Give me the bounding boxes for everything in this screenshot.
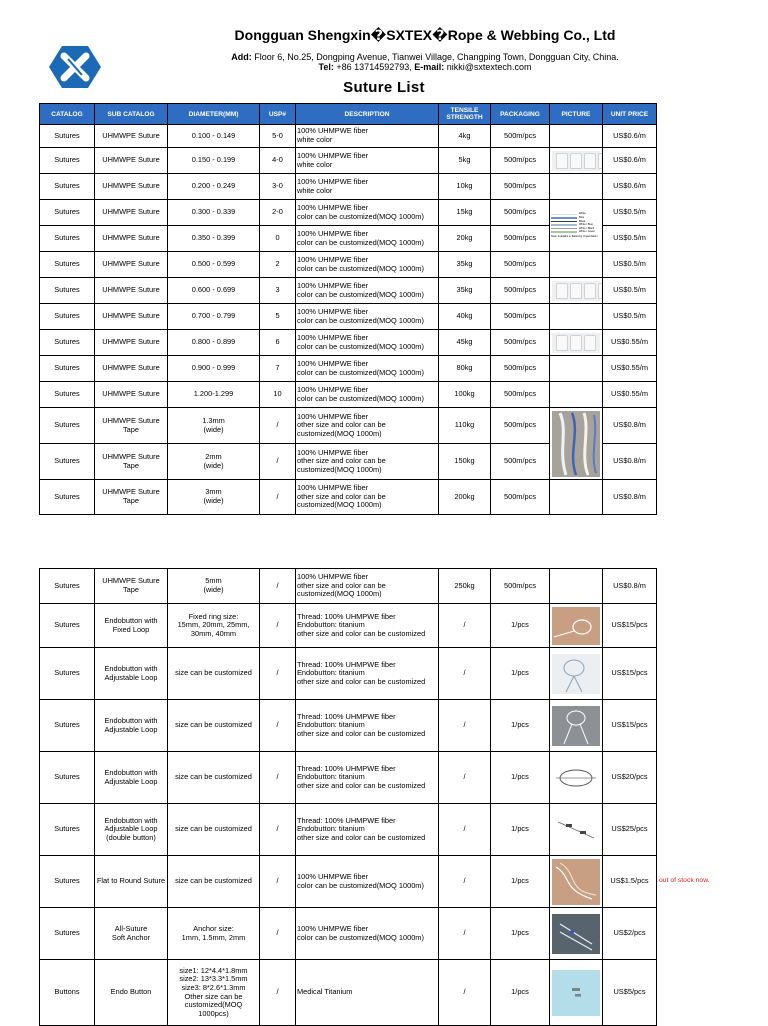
catalog-cell: Sutures	[40, 200, 95, 226]
column-header: CATALOG	[40, 104, 95, 125]
packaging-cell: 1/pcs	[491, 700, 550, 752]
packaging-cell: 1/pcs	[491, 648, 550, 700]
description-cell: 100% UHMPWE fiber white color	[296, 174, 439, 200]
catalog-cell: Sutures	[40, 569, 95, 604]
column-header: UNIT PRICE	[603, 104, 657, 125]
column-header: SUB CATALOG	[95, 104, 168, 125]
tel-value: +86 13714592793,	[336, 62, 412, 72]
table-row	[40, 330, 657, 356]
packaging-cell: 500m/pcs	[491, 330, 550, 356]
price-cell: US$0.5/m	[603, 200, 657, 226]
description-cell: Thread: 100% UHMPWE fiber Endobutton: titanium other size and color can be customized	[296, 648, 439, 700]
tensile-cell: 40kg	[439, 304, 491, 330]
diameter-cell: 0.900 - 0.999	[168, 356, 260, 382]
description-cell: Thread: 100% UHMPWE fiber Endobutton: titanium other size and color can be customized	[296, 752, 439, 804]
suture-spool-photo	[552, 333, 600, 353]
diameter-cell: 0.800 - 0.899	[168, 330, 260, 356]
sub-catalog-cell: UHMWPE Suture Tape	[95, 444, 168, 480]
catalog-cell: Sutures	[40, 480, 95, 515]
tensile-cell: 15kg	[439, 200, 491, 226]
column-header: PICTURE	[550, 104, 603, 125]
adjustable-loop-photo-3	[552, 764, 600, 792]
description-cell: 100% UHMPWE fiber white color	[296, 148, 439, 174]
diameter-cell: size can be customized	[168, 752, 260, 804]
catalog-cell: Buttons	[40, 960, 95, 1026]
diameter-cell: 0.100 - 0.149	[168, 125, 260, 148]
picture-cell	[550, 408, 603, 480]
description-cell: 100% UHMPWE fiber color can be customized(MOQ 1000m)	[296, 304, 439, 330]
diameter-cell: 0.300 - 0.339	[168, 200, 260, 226]
description-cell: 100% UHMPWE fiber other size and color can be customized(MOQ 1000m)	[296, 480, 439, 515]
packaging-cell: 1/pcs	[491, 908, 550, 960]
price-cell: US$1.5/pcs	[603, 856, 657, 908]
diameter-cell: size can be customized	[168, 700, 260, 752]
table-row	[40, 408, 657, 444]
diameter-cell: 2mm (wide)	[168, 444, 260, 480]
sub-catalog-cell: UHMWPE Suture	[95, 226, 168, 252]
picture-cell	[550, 200, 603, 252]
usp-cell: 4-0	[260, 148, 296, 174]
table-row	[40, 125, 657, 148]
suture-table-2	[39, 568, 657, 1026]
picture-cell	[550, 960, 603, 1026]
price-cell: US$15/pcs	[603, 604, 657, 648]
picture-cell	[550, 908, 603, 960]
catalog-cell: Sutures	[40, 174, 95, 200]
description-cell: 100% UHMPWE fiber color can be customized(MOQ 1000m)	[296, 382, 439, 408]
table-row	[40, 278, 657, 304]
catalog-cell: Sutures	[40, 356, 95, 382]
packaging-cell: 500m/pcs	[491, 148, 550, 174]
swatch-caption: Note: Available in flattening Organization	[551, 234, 598, 238]
diameter-cell: Anchor size: 1mm, 1.5mm, 2mm	[168, 908, 260, 960]
description-cell: Thread: 100% UHMPWE fiber Endobutton: titanium other size and color can be customized	[296, 604, 439, 648]
diameter-cell: 1.3mm (wide)	[168, 408, 260, 444]
catalog-cell: Sutures	[40, 252, 95, 278]
price-cell: US$0.55/m	[603, 356, 657, 382]
catalog-cell: Sutures	[40, 700, 95, 752]
description-cell: 100% UHMPWE fiber color can be customized(MOQ 1000m)	[296, 278, 439, 304]
tensile-cell: 20kg	[439, 226, 491, 252]
table-row	[40, 856, 657, 908]
packaging-cell: 500m/pcs	[491, 569, 550, 604]
stock-note: out of stock now.	[659, 877, 710, 884]
price-cell: US$0.5/m	[603, 226, 657, 252]
swatch-label: White / Green	[579, 230, 596, 234]
diameter-cell: 3mm (wide)	[168, 480, 260, 515]
description-cell: 100% UHMPWE fiber color can be customized(MOQ 1000m)	[296, 356, 439, 382]
usp-cell: /	[260, 480, 296, 515]
usp-cell: 3	[260, 278, 296, 304]
picture-cell	[550, 356, 603, 382]
usp-cell: /	[260, 569, 296, 604]
packaging-cell: 1/pcs	[491, 604, 550, 648]
description-cell: 100% UHMPWE fiber color can be customized(MOQ 1000m)	[296, 200, 439, 226]
picture-cell	[550, 752, 603, 804]
usp-cell: 5-0	[260, 125, 296, 148]
table-row	[40, 382, 657, 408]
swatch-label: White / Black	[579, 226, 595, 230]
picture-cell	[550, 856, 603, 908]
sub-catalog-cell: Endobutton with Adjustable Loop	[95, 752, 168, 804]
price-cell: US$0.6/m	[603, 125, 657, 148]
price-cell: US$2/pcs	[603, 908, 657, 960]
soft-anchor-photo	[552, 914, 600, 954]
sub-catalog-cell: All-Suture Soft Anchor	[95, 908, 168, 960]
picture-cell	[550, 252, 603, 278]
usp-cell: /	[260, 960, 296, 1026]
price-cell: US$0.8/m	[603, 444, 657, 480]
description-cell: 100% UHMPWE fiber color can be customized(MOQ 1000m)	[296, 226, 439, 252]
tensile-cell: 45kg	[439, 330, 491, 356]
adjustable-loop-photo	[552, 654, 600, 694]
table-row	[40, 304, 657, 330]
usp-cell: /	[260, 444, 296, 480]
table-row	[40, 174, 657, 200]
picture-cell	[550, 480, 603, 515]
catalog-cell: Sutures	[40, 804, 95, 856]
sub-catalog-cell: Endobutton with Fixed Loop	[95, 604, 168, 648]
packaging-cell: 500m/pcs	[491, 408, 550, 444]
usp-cell: 3-0	[260, 174, 296, 200]
catalog-cell: Sutures	[40, 125, 95, 148]
price-cell: US$0.6/m	[603, 174, 657, 200]
packaging-cell: 500m/pcs	[491, 356, 550, 382]
diameter-cell: 0.200 - 0.249	[168, 174, 260, 200]
flat-to-round-photo	[552, 859, 600, 905]
usp-cell: 0	[260, 226, 296, 252]
usp-cell: 2-0	[260, 200, 296, 226]
tensile-cell: /	[439, 700, 491, 752]
packaging-cell: 500m/pcs	[491, 252, 550, 278]
price-cell: US$0.5/m	[603, 278, 657, 304]
description-cell: 100% UHMPWE fiber color can be customized(MOQ 1000m)	[296, 330, 439, 356]
description-cell: 100% UHMPWE fiber color can be customized(MOQ 1000m)	[296, 908, 439, 960]
tensile-cell: /	[439, 648, 491, 700]
tensile-cell: /	[439, 604, 491, 648]
sub-catalog-cell: UHMWPE Suture Tape	[95, 569, 168, 604]
catalog-cell: Sutures	[40, 856, 95, 908]
page-title: Suture List	[343, 79, 425, 96]
description-cell: 100% UHMPWE fiber color can be customized(MOQ 1000m)	[296, 856, 439, 908]
tensile-cell: 35kg	[439, 278, 491, 304]
picture-cell	[550, 804, 603, 856]
double-button-photo	[552, 816, 600, 844]
suture-table-1	[39, 103, 657, 515]
contact-block	[120, 52, 730, 72]
picture-cell	[550, 648, 603, 700]
address-line	[120, 52, 730, 62]
packaging-cell: 1/pcs	[491, 804, 550, 856]
description-cell: 100% UHMPWE fiber other size and color can be customized(MOQ 1000m)	[296, 408, 439, 444]
catalog-cell: Sutures	[40, 226, 95, 252]
packaging-cell: 500m/pcs	[491, 278, 550, 304]
picture-cell	[550, 125, 603, 148]
tensile-cell: 35kg	[439, 252, 491, 278]
price-cell: US$25/pcs	[603, 804, 657, 856]
picture-cell	[550, 700, 603, 752]
sub-catalog-cell: Endobutton with Adjustable Loop	[95, 648, 168, 700]
picture-cell	[550, 330, 603, 356]
tensile-cell: 100kg	[439, 382, 491, 408]
catalog-cell: Sutures	[40, 908, 95, 960]
picture-cell	[550, 174, 603, 200]
packaging-cell: 500m/pcs	[491, 200, 550, 226]
packaging-cell: 500m/pcs	[491, 125, 550, 148]
address-label: Add:	[231, 52, 252, 62]
price-cell: US$0.5/m	[603, 252, 657, 278]
swatch-label: Black	[579, 219, 586, 223]
usp-cell: 7	[260, 356, 296, 382]
price-cell: US$0.8/m	[603, 480, 657, 515]
table-row	[40, 908, 657, 960]
company-logo	[48, 44, 102, 90]
price-cell: US$5/pcs	[603, 960, 657, 1026]
table-row	[40, 804, 657, 856]
usp-cell: 2	[260, 252, 296, 278]
sub-catalog-cell: Flat to Round Suture	[95, 856, 168, 908]
picture-cell	[550, 304, 603, 330]
usp-cell: /	[260, 804, 296, 856]
company-name: Dongguan Shengxin�SXTEX�Rope & Webbing Co., Ltd	[234, 27, 616, 43]
column-header: TENSILE STRENGTH	[439, 104, 491, 125]
tensile-cell: /	[439, 960, 491, 1026]
usp-cell: /	[260, 408, 296, 444]
tensile-cell: 200kg	[439, 480, 491, 515]
diameter-cell: size can be customized	[168, 856, 260, 908]
description-cell: Thread: 100% UHMPWE fiber Endobutton: titanium other size and color can be customized	[296, 804, 439, 856]
packaging-cell: 500m/pcs	[491, 382, 550, 408]
suture-spool-photo	[552, 151, 600, 171]
column-header: USP#	[260, 104, 296, 125]
sub-catalog-cell: UHMWPE Suture	[95, 125, 168, 148]
column-header: PACKAGING	[491, 104, 550, 125]
sub-catalog-cell: Endobutton with Adjustable Loop (double button)	[95, 804, 168, 856]
tensile-cell: 80kg	[439, 356, 491, 382]
picture-cell	[550, 382, 603, 408]
packaging-cell: 500m/pcs	[491, 174, 550, 200]
tensile-cell: 250kg	[439, 569, 491, 604]
description-cell: 100% UHMPWE fiber white color	[296, 125, 439, 148]
sub-catalog-cell: UHMWPE Suture	[95, 356, 168, 382]
column-header: DIAMETER(MM)	[168, 104, 260, 125]
description-cell: Medical Titanium	[296, 960, 439, 1026]
tensile-cell: /	[439, 804, 491, 856]
diameter-cell: Fixed ring size: 15mm, 20mm, 25mm, 30mm, 40mm	[168, 604, 260, 648]
packaging-cell: 1/pcs	[491, 752, 550, 804]
diameter-cell: 0.700 - 0.799	[168, 304, 260, 330]
table-row	[40, 356, 657, 382]
diameter-cell: 5mm (wide)	[168, 569, 260, 604]
tensile-cell: 5kg	[439, 148, 491, 174]
usp-cell: 10	[260, 382, 296, 408]
sub-catalog-cell: UHMWPE Suture	[95, 200, 168, 226]
sub-catalog-cell: UHMWPE Suture Tape	[95, 408, 168, 444]
catalog-cell: Sutures	[40, 304, 95, 330]
diameter-cell: 0.600 - 0.699	[168, 278, 260, 304]
table-row	[40, 480, 657, 515]
diameter-cell: size can be customized	[168, 648, 260, 700]
sub-catalog-cell: Endo Button	[95, 960, 168, 1026]
price-cell: US$0.6/m	[603, 148, 657, 174]
email-value[interactable]: nikki@sxtextech.com	[446, 62, 532, 72]
table-row	[40, 252, 657, 278]
sub-catalog-cell: UHMWPE Suture	[95, 382, 168, 408]
price-cell: US$15/pcs	[603, 700, 657, 752]
catalog-cell: Sutures	[40, 148, 95, 174]
usp-cell: 6	[260, 330, 296, 356]
tensile-cell: 150kg	[439, 444, 491, 480]
usp-cell: /	[260, 648, 296, 700]
color-swatch-photo	[551, 212, 601, 238]
diameter-cell: size can be customized	[168, 804, 260, 856]
table-row	[40, 604, 657, 648]
diameter-cell: 0.150 - 0.199	[168, 148, 260, 174]
description-cell: Thread: 100% UHMPWE fiber Endobutton: titanium other size and color can be customized	[296, 700, 439, 752]
diameter-cell: size1: 12*4.4*1.8mm size2: 13*3.3*1.5mm size3: 8*2.6*1.3mm Other size can be customized(MOQ 1000pcs)	[168, 960, 260, 1026]
packaging-cell: 500m/pcs	[491, 480, 550, 515]
packaging-cell: 1/pcs	[491, 856, 550, 908]
tensile-cell: 4kg	[439, 125, 491, 148]
price-cell: US$20/pcs	[603, 752, 657, 804]
catalog-cell: Sutures	[40, 408, 95, 444]
tensile-cell: /	[439, 752, 491, 804]
diameter-cell: 1.200-1.299	[168, 382, 260, 408]
tel-label: Tel:	[318, 62, 334, 72]
description-cell: 100% UHMPWE fiber color can be customized(MOQ 1000m)	[296, 252, 439, 278]
price-cell: US$0.55/m	[603, 330, 657, 356]
picture-cell	[550, 604, 603, 648]
tensile-cell: /	[439, 908, 491, 960]
catalog-cell: Sutures	[40, 278, 95, 304]
usp-cell: 5	[260, 304, 296, 330]
sub-catalog-cell: Endobutton with Adjustable Loop	[95, 700, 168, 752]
table-row	[40, 200, 657, 226]
column-header: DESCRIPTION	[296, 104, 439, 125]
description-cell: 100% UHMPWE fiber other size and color can be customized(MOQ 1000m)	[296, 444, 439, 480]
catalog-cell: Sutures	[40, 604, 95, 648]
fixed-loop-photo	[552, 607, 600, 645]
usp-cell: /	[260, 752, 296, 804]
picture-cell	[550, 569, 603, 604]
packaging-cell: 500m/pcs	[491, 226, 550, 252]
sub-catalog-cell: UHMWPE Suture	[95, 174, 168, 200]
table-row	[40, 700, 657, 752]
swatch-label: Blue	[579, 216, 585, 220]
price-cell: US$0.8/m	[603, 408, 657, 444]
catalog-cell: Sutures	[40, 382, 95, 408]
sub-catalog-cell: UHMWPE Suture Tape	[95, 480, 168, 515]
usp-cell: /	[260, 604, 296, 648]
table-row	[40, 648, 657, 700]
tensile-cell: 110kg	[439, 408, 491, 444]
price-cell: US$15/pcs	[603, 648, 657, 700]
tensile-cell: 10kg	[439, 174, 491, 200]
usp-cell: /	[260, 908, 296, 960]
address-text: Floor 6, No.25, Dongping Avenue, Tianwei Village, Changping Town, Dongguan City, China.	[254, 52, 619, 62]
usp-cell: /	[260, 856, 296, 908]
diameter-cell: 0.500 - 0.599	[168, 252, 260, 278]
email-label: E-mail:	[414, 62, 445, 72]
suture-tape-photo	[552, 411, 600, 477]
diameter-cell: 0.350 - 0.399	[168, 226, 260, 252]
sub-catalog-cell: UHMWPE Suture	[95, 278, 168, 304]
catalog-cell: Sutures	[40, 330, 95, 356]
sub-catalog-cell: UHMWPE Suture	[95, 304, 168, 330]
swatch-label: White / Blue	[579, 223, 593, 227]
packaging-cell: 500m/pcs	[491, 444, 550, 480]
suture-spool-photo	[552, 281, 600, 301]
catalog-cell: Sutures	[40, 648, 95, 700]
catalog-cell: Sutures	[40, 444, 95, 480]
sub-catalog-cell: UHMWPE Suture	[95, 148, 168, 174]
table-row	[40, 752, 657, 804]
usp-cell: /	[260, 700, 296, 752]
packaging-cell: 1/pcs	[491, 960, 550, 1026]
catalog-cell: Sutures	[40, 752, 95, 804]
packaging-cell: 500m/pcs	[491, 304, 550, 330]
table-row	[40, 960, 657, 1026]
sub-catalog-cell: UHMWPE Suture	[95, 252, 168, 278]
contact-line	[120, 62, 730, 72]
table-row	[40, 148, 657, 174]
swatch-label: White	[579, 212, 586, 216]
endo-button-photo	[552, 970, 600, 1016]
price-cell: US$0.8/m	[603, 569, 657, 604]
picture-cell	[550, 148, 603, 174]
description-cell: 100% UHMPWE fiber other size and color can be customized(MOQ 1000m)	[296, 569, 439, 604]
price-cell: US$0.55/m	[603, 382, 657, 408]
sub-catalog-cell: UHMWPE Suture	[95, 330, 168, 356]
price-cell: US$0.5/m	[603, 304, 657, 330]
table-row	[40, 569, 657, 604]
picture-cell	[550, 278, 603, 304]
adjustable-loop-photo-2	[552, 706, 600, 746]
tensile-cell: /	[439, 856, 491, 908]
